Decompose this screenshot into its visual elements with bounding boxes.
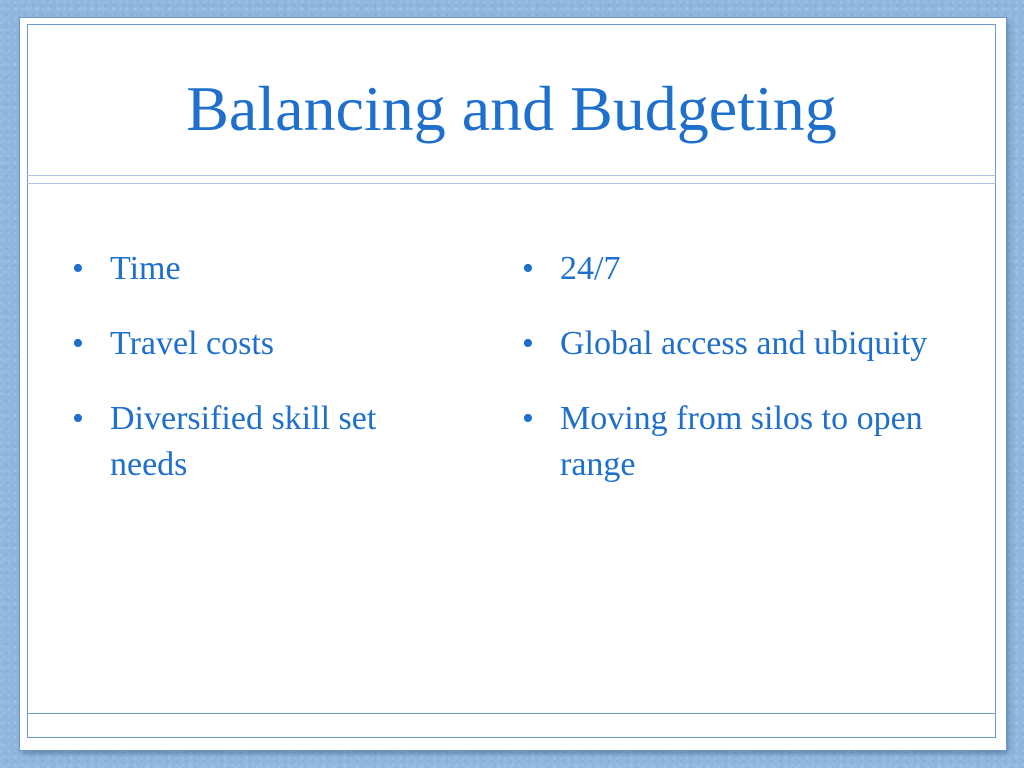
list-item-text: 24/7 [560, 250, 621, 287]
bullet-icon: • [72, 400, 84, 437]
list-item [522, 396, 942, 488]
bullet-icon: • [72, 325, 84, 362]
bullet-icon: • [522, 325, 534, 362]
list-item [522, 246, 942, 292]
footer-divider [27, 713, 996, 714]
list-item-text: Diversified skill set needs [110, 400, 377, 483]
title-divider [27, 175, 996, 184]
bullet-icon: • [72, 250, 84, 287]
slide [20, 18, 1006, 750]
right-bullet-list [522, 246, 942, 517]
slide-title: Balancing and Budgeting [186, 73, 837, 144]
list-item-text: Time [110, 250, 181, 287]
list-item-text: Travel costs [110, 325, 275, 362]
bullet-icon: • [522, 250, 534, 287]
left-bullet-list [72, 246, 462, 517]
list-item [72, 246, 462, 292]
list-item-text: Moving from silos to open range [560, 400, 923, 483]
list-item-text: Global access and ubiquity [560, 325, 928, 362]
list-item [72, 321, 462, 367]
list-item [522, 321, 942, 367]
list-item [72, 396, 462, 488]
bullet-icon: • [522, 400, 534, 437]
